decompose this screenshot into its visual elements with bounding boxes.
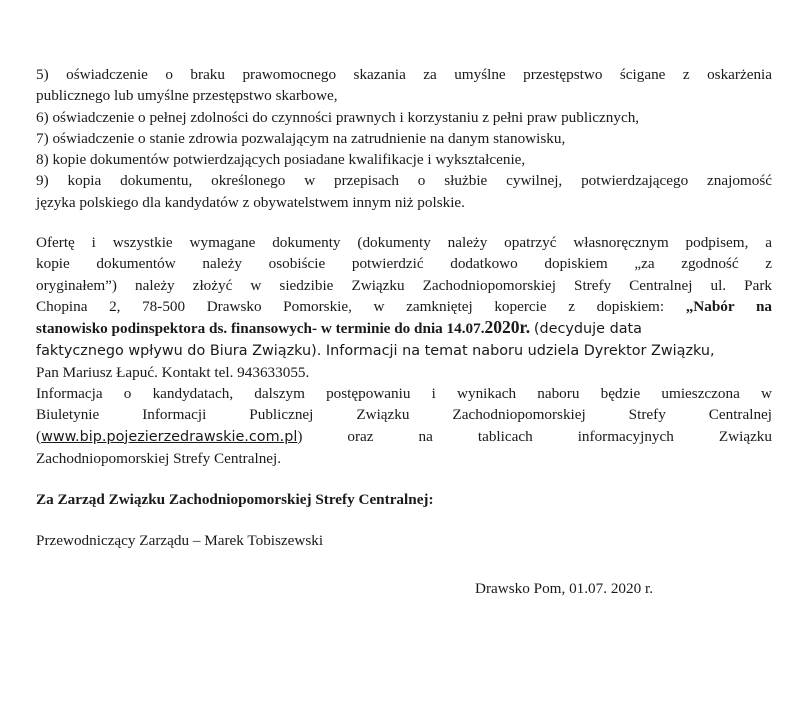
- publication-line-1: Informacja o kandydatach, dalszym postępowaniu i wynikach naboru będzie umieszczona w: [36, 385, 772, 403]
- publication-line-2: Biuletynie Informacji Publicznej Związku Zachodniopomorskiej Strefy Centralnej: [36, 406, 772, 424]
- offer-title-deadline: stanowisko podinspektora ds. finansowych- w terminie do dnia 14.07.: [36, 320, 485, 338]
- requirement-7: 7) oświadczenie o stanie zdrowia pozwalającym na zatrudnienie na danym stanowisku,: [36, 129, 566, 147]
- offer-line-3: oryginałem”) należy złożyć w siedzibie Związku Zachodniopomorskiej Strefy Centralnej ul. Park: [36, 276, 772, 294]
- requirement-5-line-1: 5) oświadczenie o braku prawomocnego skazania za umyślne przestępstwo ścigane z oskarżenia: [36, 66, 772, 83]
- chairman-signature: Przewodniczący Zarządu – Marek Tobiszewski: [36, 532, 324, 550]
- offer-line-6: faktycznego wpływu do Biura Związku). Informacji na temat naboru udziela Dyrektor Związku,: [36, 342, 715, 359]
- offer-deadline-year: 2020r.: [484, 317, 531, 338]
- publication-line-3: (www.bip.pojezierzedrawskie.com.pl) oraz na tablicach informacyjnych Związku: [36, 427, 772, 445]
- place-date: Drawsko Pom, 01.07. 2020 r.: [475, 580, 654, 597]
- publication-line-4: Zachodniopomorskiej Strefy Centralnej.: [36, 450, 282, 468]
- board-heading: Za Zarząd Związku Zachodniopomorskiej Strefy Centralnej:: [36, 491, 434, 509]
- document-body: [36, 64, 772, 551]
- offer-line-7: Pan Mariusz Łapuć. Kontakt tel. 943633055.: [36, 363, 310, 381]
- requirement-8: 8) kopie dokumentów potwierdzających posiadane kwalifikacje i wykształcenie,: [36, 151, 526, 169]
- offer-line-1: Ofertę i wszystkie wymagane dokumenty (dokumenty należy opatrzyć własnoręcznym podpisem, a: [36, 234, 772, 252]
- offer-line-5: [36, 317, 772, 340]
- publication-paragraph: [36, 383, 772, 469]
- offer-line-4-text: Chopina 2, 78-500 Drawsko Pomorskie, w zamkniętej kopercie z dopiskiem:: [36, 297, 665, 315]
- requirement-6: 6) oświadczenie o pełnej zdolności do czynności prawnych i korzystaniu z pełni praw publicznych,: [36, 108, 640, 126]
- requirement-9-line-1: 9) kopia dokumentu, określonego w przepisach o służbie cywilnej, potwierdzającego znajomość: [36, 172, 772, 190]
- offer-paragraph: [36, 232, 772, 383]
- offer-line-2: kopie dokumentów należy osobiście potwierdzić dodatkowo dopiskiem „za zgodność z: [36, 255, 772, 273]
- offer-line-4: [36, 296, 772, 317]
- requirement-9-line-2: języka polskiego dla kandydatów z obywatelstwem innym niż polskie.: [36, 193, 465, 211]
- publication-line-3-text: ) oraz na tablicach informacyjnych Związku: [297, 427, 772, 445]
- bip-link[interactable]: www.bip.pojezierzedrawskie.com.pl: [41, 428, 298, 445]
- requirement-5-line-2: publicznego lub umyślne przestępstwo skarbowe,: [36, 87, 338, 105]
- offer-line-5-text: (decyduje data: [533, 321, 643, 338]
- offer-title-start: „Nabór na: [685, 297, 772, 315]
- requirements-list: [36, 64, 772, 213]
